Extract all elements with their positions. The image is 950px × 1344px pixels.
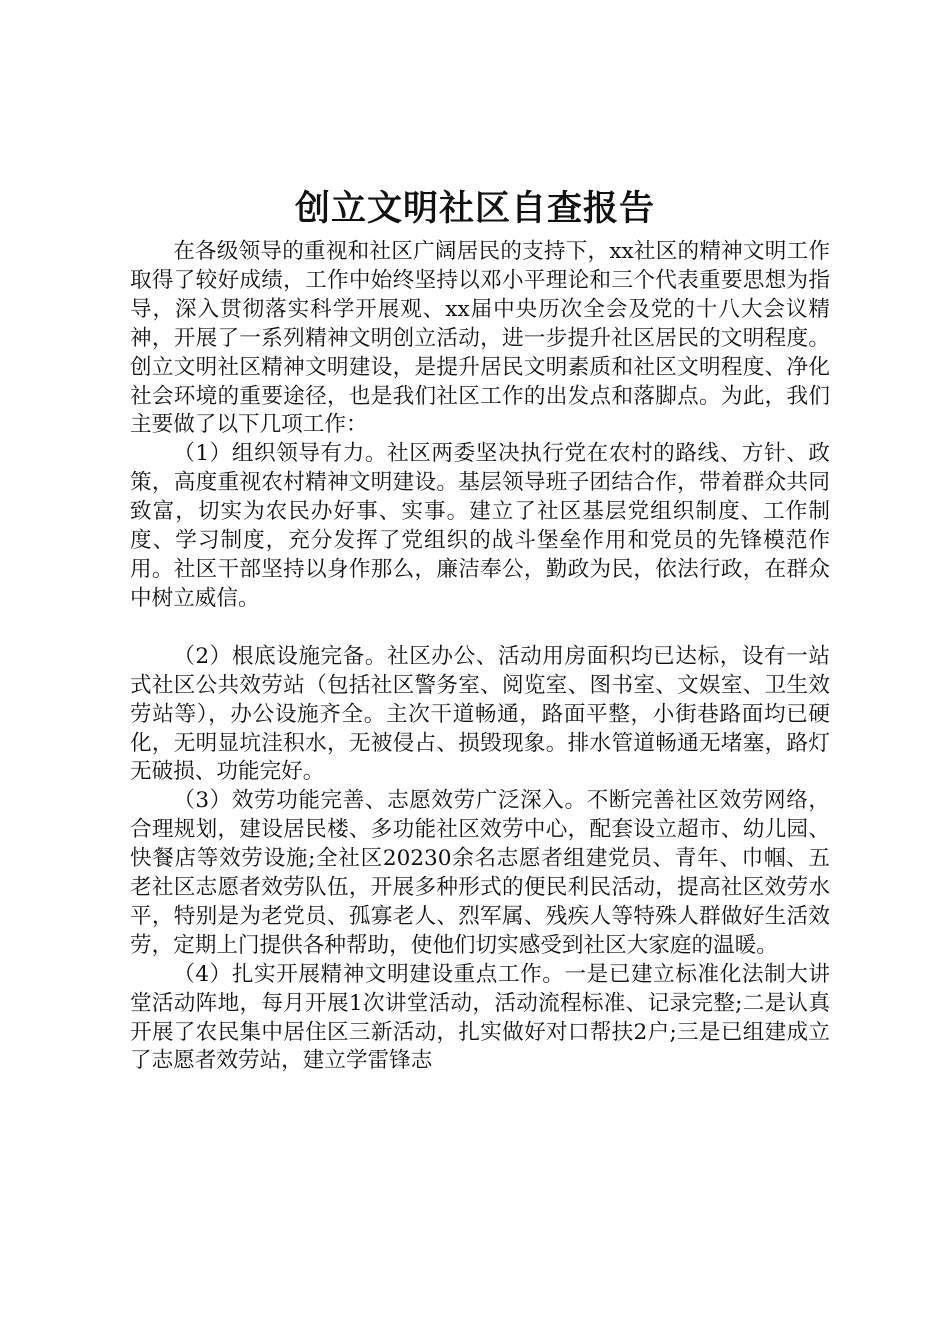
document-body bbox=[130, 238, 830, 1076]
document-title: 创立文明社区自查报告 bbox=[294, 188, 655, 229]
paragraph-item-1: （1）组织领导有力。社区两委坚决执行党在农村的路线、方针、政策，高度重视农村精神文明建设。基层领导班子团结合作，带着群众共同致富，切实为农民办好事、实事。建立了社区基层党组织制度、工作制度、学习制度，充分发挥了党组织的战斗堡垒作用和党员的先锋模范作用。社区干部坚持以身作那么，廉洁奉公，勤政为民，依法行政，在群众中树立威信。 bbox=[130, 441, 830, 611]
paragraph-item-3: （3）效劳功能完善、志愿效劳广泛深入。不断完善社区效劳网络，合理规划，建设居民楼、多功能社区效劳中心，配套设立超市、幼儿园、快餐店等效劳设施;全社区20230余名志愿者组建党员、青年、巾帼、五老社区志愿者效劳队伍，开展多种形式的便民利民活动，提高社区效劳水平，特别是为老党员、孤寡老人、烈军属、残疾人等特殊人群做好生活效劳，定期上门提供各种帮助，使他们切实感受到社区大家庭的温暖。 bbox=[130, 788, 830, 958]
paragraph-item-4: （4）扎实开展精神文明建设重点工作。一是已建立标准化法制大讲堂活动阵地，每月开展1次讲堂活动，活动流程标准、记录完整;二是认真开展了农民集中居住区三新活动，扎实做好对口帮扶2户;三是已组建成立了志愿者效劳站，建立学雷锋志 bbox=[130, 961, 830, 1074]
paragraph-item-2: （2）根底设施完备。社区办公、活动用房面积均已达标，设有一站式社区公共效劳站（包括社区警务室、阅览室、图书室、文娱室、卫生效劳站等），办公设施齐全。主次干道畅通，路面平整，小街巷路面均已硬化，无明显坑洼积水，无被侵占、损毁现象。排水管道畅通无堵塞，路灯无破损、功能完好。 bbox=[130, 643, 830, 785]
paragraph-intro: 在各级领导的重视和社区广阔居民的支持下，xx社区的精神文明工作取得了较好成绩，工作中始终坚持以邓小平理论和三个代表重要思想为指导，深入贯彻落实科学开展观、xx届中央历次全会及党的十八大会议精神，开展了一系列精神文明创立活动，进一步提升社区居民的文明程度。创立文明社区精神文明建设，是提升居民文明素质和社区文明程度、净化社会环境的重要途径，也是我们社区工作的出发点和落脚点。为此，我们主要做了以下几项工作： bbox=[130, 239, 830, 438]
